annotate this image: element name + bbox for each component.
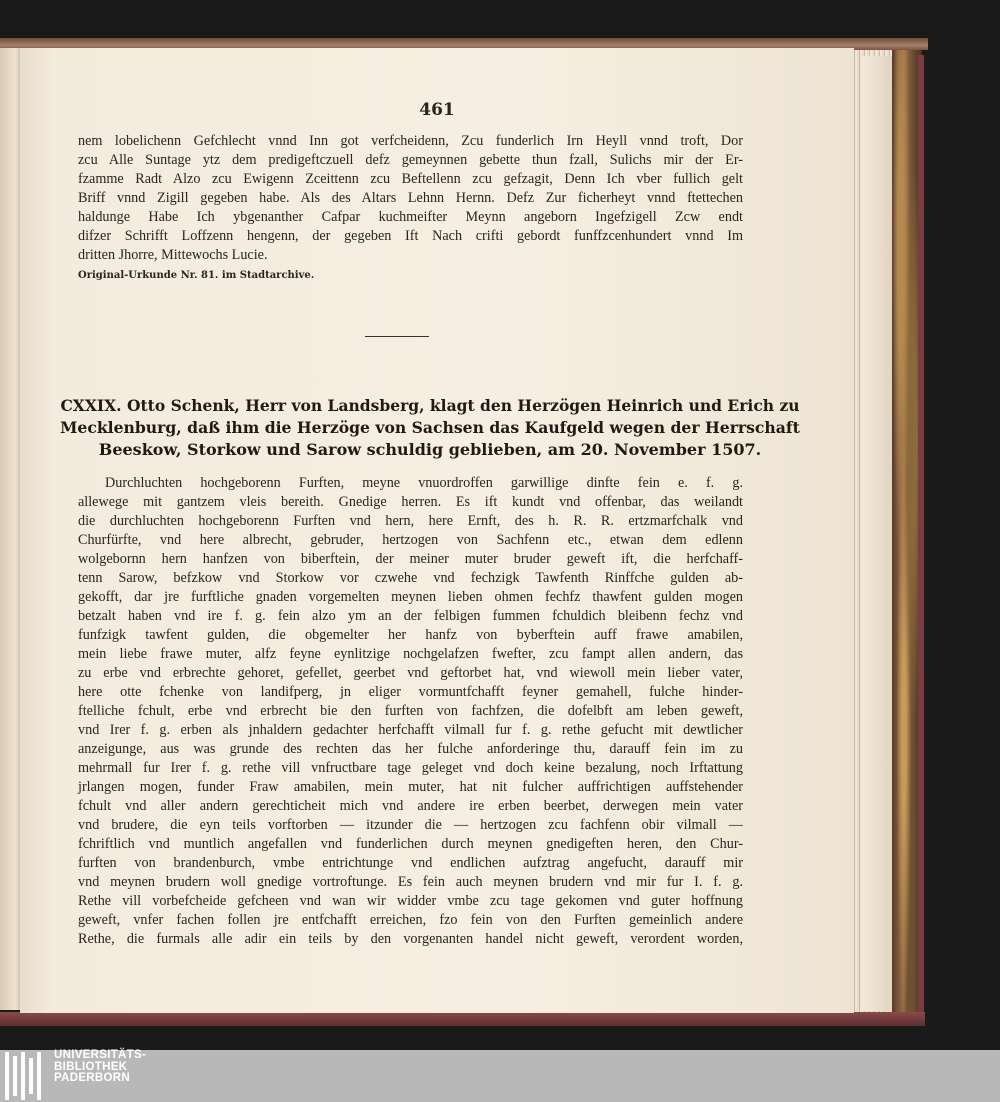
text-line: furften von brandenburch, vmbe entrichtunge vnd endlichen aufztrag angefucht, darauff mir [78, 855, 743, 871]
text-line: wolgebornn hern hanfzen von biberftein, der meiner muter bruder geweft ift, die herfchaff- [78, 551, 743, 567]
source-citation: Original-Urkunde Nr. 81. im Stadtarchive. [78, 270, 315, 281]
text-line: vnd brudere, die eyn teils vorftorben — itzunder die — hertzogen zcu fachfenn obir vilmall — [78, 817, 743, 833]
library-name [54, 1050, 146, 1085]
text-line: nem lobelichenn Gefchlecht vnnd Inn got verfcheidenn, Zcu funderlich Irn Heyll vnnd troft, Dor [78, 133, 743, 149]
text-line: mein liebe frawe muter, alfz feyne eynlitzige nochgelafzen fwefter, zcu fampt allen andern, das [78, 646, 743, 662]
book-cover-bottom [0, 1012, 925, 1026]
text-line: difzer Schrifft Loffzenn hengenn, der gegeben Ift Nach crifti gebordt funffzcenhundert vnnd Im [78, 228, 743, 244]
section-divider [365, 336, 429, 337]
text-line: Rethe, die furmals alle adir ein teils by den vorgenanten handel nicht geweft, verordent worden, [78, 931, 743, 947]
text-line: Durchluchten hochgeborenn Furften, meyne vnuordroffen garwillige dinfte fein e. f. g. [105, 475, 743, 491]
text-line: Briff vnnd Zigill gegeben habe. Als des Altars Lehnn Hernn. Defz Zur ficherheyt vnnd ftettechen [78, 190, 743, 206]
library-name-line: BIBLIOTHEK [54, 1060, 128, 1073]
text-line: haldunge Habe Ich ybgenanther Cafpar kuchmeifter Meynn angeborn Ingefzigell Zcw endt [78, 209, 743, 225]
text-line: vnd meynen brudern woll gnedige vortroftunge. Es fein auch meynen brudern vnd mir fur I. f. g. [78, 874, 743, 890]
document-heading-line: Beeskow, Storkow und Sarow schuldig geblieben, am 20. November 1507. [98, 440, 762, 459]
text-line: zu erbe vnd erbrechte gehoret, gefellet, geerbet vnd geftorbet hat, vnd wiewoll mein lieber vater, [78, 665, 743, 681]
text-line: die durchluchten hochgeborenn Furften vnd hern, here Ernft, des h. R. R. ertzmarfchalk vnd [78, 513, 743, 529]
board-spine-edge [918, 55, 924, 1020]
document-heading-line: Mecklenburg, daß ihm die Herzöge von Sachsen das Kaufgeld wegen der Herrschaft [60, 418, 800, 437]
text-line: fzamme Radt Alzo zcu Ewigenn Zceittenn zcu Beftellenn zcu gefzagit, Denn Ich vber fullich gelt [78, 171, 743, 187]
text-line: here otte fchenke von landifperg, jn eliger vormuntfchafft feyner gemahell, fulche hinder- [78, 684, 743, 700]
page-stack-edge-inner [862, 56, 892, 1011]
library-footer-bar [0, 1050, 1000, 1102]
text-line: allewege mit gantzem vleis bereith. Gnedige herren. Es ift kundt vnd offenbar, das weilandt [78, 494, 743, 510]
text-line: funfzigk tawfent gulden, die obgemelter her hanfz von byberftein auff frawe amabilen, [78, 627, 743, 643]
text-line: anzeigunge, aus was grunde des rechten das her fulche anforderinge thu, darauff fein im zu [78, 741, 743, 757]
text-line: gekofft, dar jre furftliche gnaden vorgemelten meynen lieben ohmen fechfz thawfent gulden mogen [78, 589, 743, 605]
library-name-line: UNIVERSITÄTS- [54, 1049, 147, 1061]
text-line: ftelliche fchult, erbe vnd erbrecht bie den furften von fachfzen, die dofelbft am leben geweft, [78, 703, 743, 719]
library-name-line: PADERBORN [54, 1072, 130, 1084]
left-page-edge [0, 48, 22, 1010]
text-line: vnd Irer f. g. erben als jnhaldern gedachter herfchafft vilmall fur f. g. rethe gefucht mit dewtlicher [78, 722, 743, 738]
library-logo-icon [5, 1052, 51, 1100]
text-line: Rethe vill vorbefcheide gefcheen vnd wan wir widder vmbe zcu tage gekomen vnd guter hoffnung [78, 893, 743, 909]
text-line: mehrmall fur Irer f. g. rethe vill vnfructbare tage geleget vnd doch keine bezalung, noch Irftattung [78, 760, 743, 776]
text-line: tenn Sarow, befzkow vnd Storkow vor czwehe vnd fechzigk Tawfenth Rinffche gulden ab- [78, 570, 743, 586]
document-heading-line: CXXIX. Otto Schenk, Herr von Landsberg, klagt den Herzögen Heinrich und Erich zu [60, 396, 800, 415]
text-line: dritten Jhorre, Mittewochs Lucie. [78, 247, 268, 263]
book-page [20, 48, 854, 1013]
text-line: jrlangen mogen, funder Fraw amabilen, mein muter, hat nit fulcher auffrichtigen auffstehender [78, 779, 743, 795]
text-line: geweft, vnfer fachen follen jre entfchafft erreichen, fzo fein von den Furften gemeinlich andere [78, 912, 743, 928]
text-line: fchult vnd aller andern gerechticheit mich vnd andere ire erben beerbet, derwegen mein vater [78, 798, 743, 814]
text-line: fchriftlich vnd muntlich angefallen vnd funderlichen durch meynen gnedigeften heren, den Chur- [78, 836, 743, 852]
page-number: 461 [419, 100, 455, 120]
text-line: betzalt haben vnd ire f. g. fein alzo ym an der felbigen fummen fchuldich bleibenn fechz vnd [78, 608, 743, 624]
text-line: zcu Alle Suntage ytz dem predigeftczuell defz gemeynnen gebette thun fzall, Sulichs mir der Er- [78, 152, 743, 168]
text-line: Churfürfte, vnd here albrecht, gebruder, hertzogen von Sachfenn etc., etwan dem edlenn [78, 532, 743, 548]
